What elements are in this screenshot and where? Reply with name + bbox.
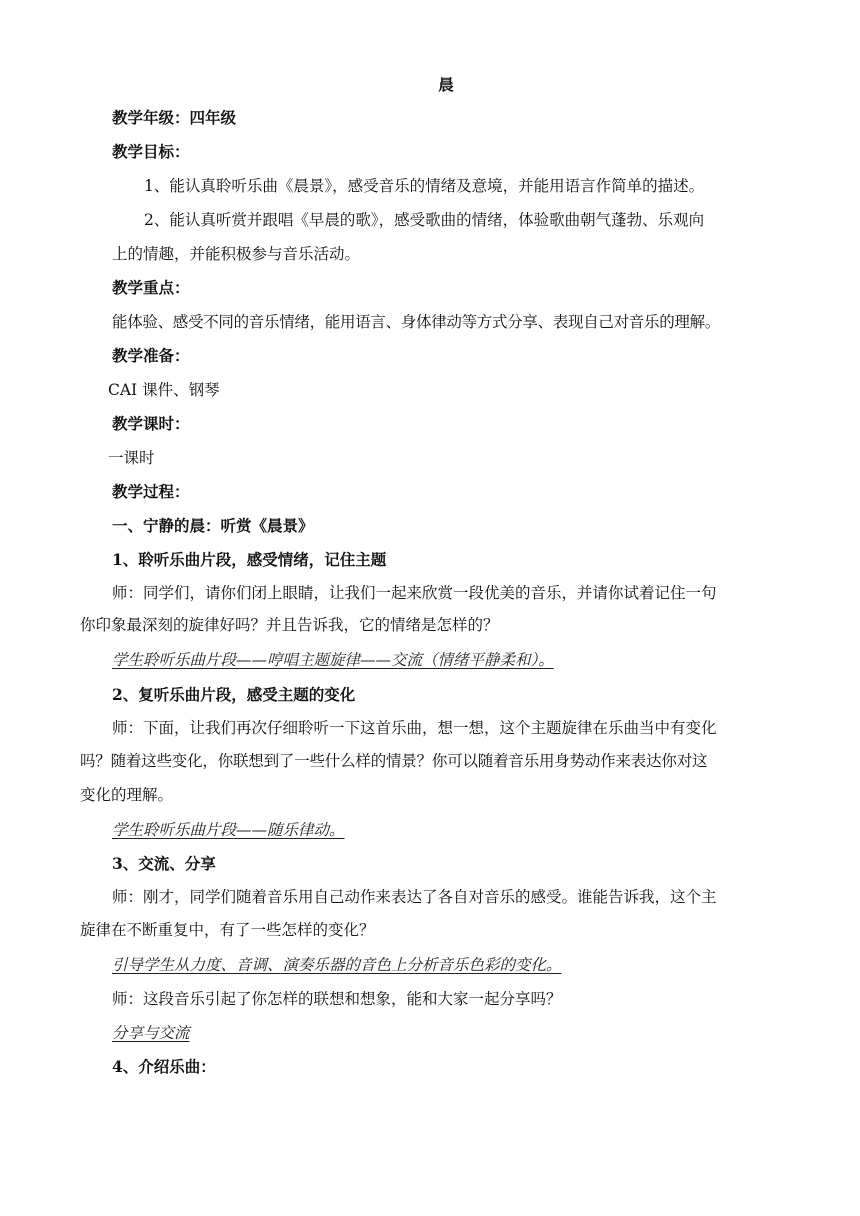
step-2-heading: 2、复听乐曲片段，感受主题的变化	[112, 685, 356, 704]
step-1-heading: 1、聆听乐曲片段，感受情绪，记住主题	[112, 550, 387, 569]
objective-1: 1、能认真聆听乐曲《晨景》，感受音乐的情绪及意境，并能用语言作简单的描述。	[144, 177, 705, 195]
grade-line: 教学年级：四年级	[112, 108, 237, 127]
step-2-teacher-line-2: 吗？随着这些变化，你联想到了一些什么样的情景？你可以随着音乐用身势动作来表达你对这	[80, 752, 708, 770]
process-heading: 教学过程：	[112, 482, 190, 501]
step-3-teacher-line-3: 师：这段音乐引起了你怎样的联想和想象，能和大家一起分享吗？	[112, 990, 562, 1008]
step-4-heading: 4、介绍乐曲：	[112, 1057, 216, 1076]
objective-2-line-2: 上的情趣，并能积极参与音乐活动。	[112, 245, 361, 263]
objective-2-line-1: 2、能认真听赏并跟唱《早晨的歌》，感受歌曲的情绪，体验歌曲朝气蓬勃、乐观向	[144, 211, 705, 229]
step-1-teacher-line-1: 师：同学们，请你们闭上眼睛，让我们一起来欣赏一段优美的音乐，并请你试着记住一句	[112, 584, 717, 602]
step-3-note-2: 分享与交流	[112, 1024, 190, 1042]
step-2-note: 学生聆听乐曲片段——随乐律动。	[112, 821, 345, 839]
step-3-note-1: 引导学生从力度、音调、演奏乐器的音色上分析音乐色彩的变化。	[112, 956, 562, 974]
step-1-note: 学生聆听乐曲片段——哼唱主题旋律——交流（情绪平静柔和）。	[112, 651, 554, 669]
step-2-teacher-line-3: 变化的理解。	[80, 786, 174, 804]
step-3-teacher-line-2: 旋律在不断重复中，有了一些怎样的变化？	[80, 921, 375, 939]
part-1-heading: 一、宁静的晨：听赏《晨景》	[112, 516, 314, 535]
step-1-teacher-line-2: 你印象最深刻的旋律好吗？并且告诉我，它的情绪是怎样的？	[80, 616, 499, 634]
document-title: 晨	[438, 75, 454, 94]
step-3-teacher-line-1: 师：刚才，同学们随着音乐用自己动作来表达了各自对音乐的感受。谁能告诉我，这个主	[112, 888, 717, 906]
periods-text: 一课时	[108, 449, 155, 467]
step-3-heading: 3、交流、分享	[112, 854, 216, 873]
periods-heading: 教学课时：	[112, 414, 190, 433]
preparation-heading: 教学准备：	[112, 346, 190, 365]
preparation-text: CAI 课件、钢琴	[108, 381, 220, 399]
objectives-heading: 教学目标：	[112, 142, 190, 161]
key-points-text: 能体验、感受不同的音乐情绪，能用语言、身体律动等方式分享、表现自己对音乐的理解。	[112, 313, 721, 331]
step-2-teacher-line-1: 师：下面，让我们再次仔细聆听一下这首乐曲，想一想，这个主题旋律在乐曲当中有变化	[112, 719, 717, 737]
key-points-heading: 教学重点：	[112, 278, 190, 297]
